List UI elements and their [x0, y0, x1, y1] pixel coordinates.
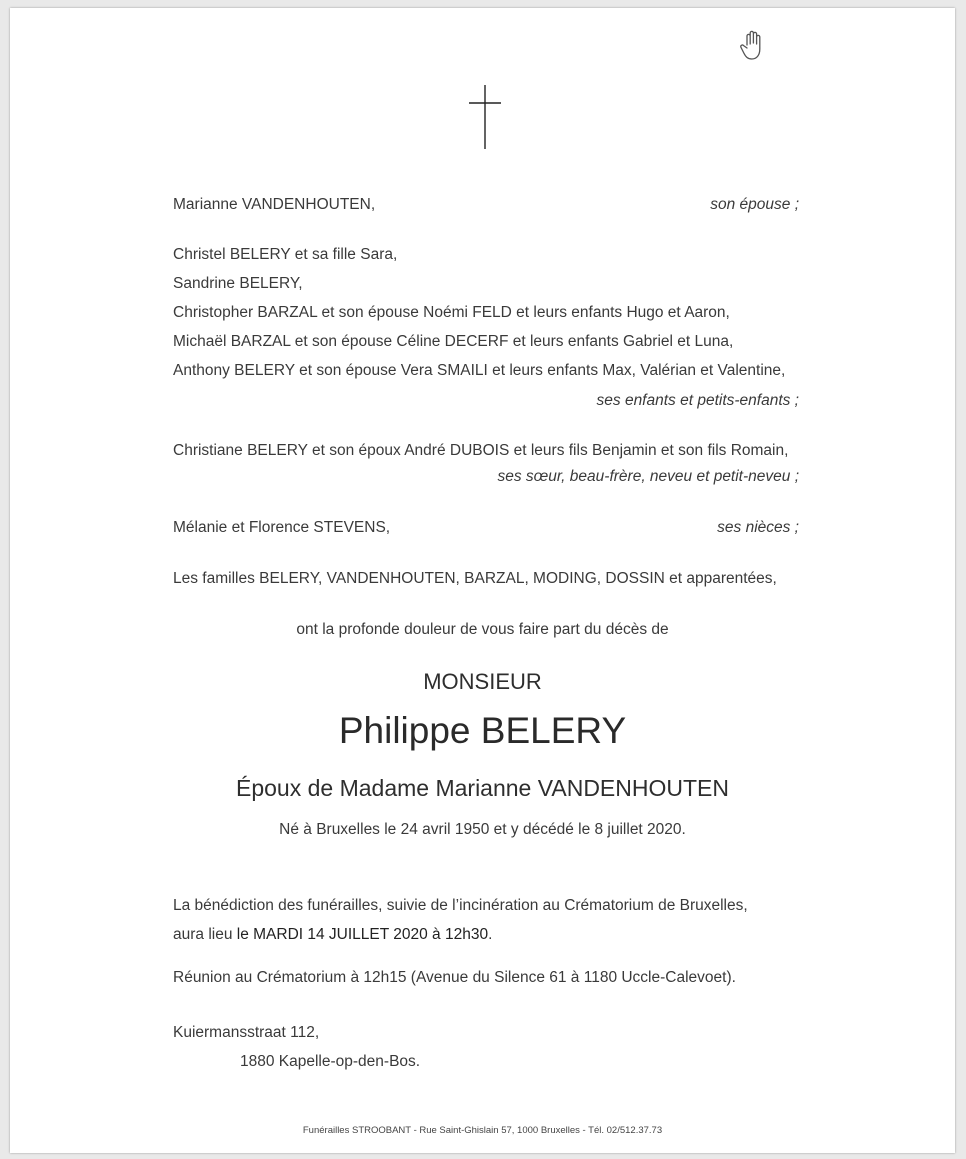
deceased-name: Philippe BELERY	[338, 710, 627, 751]
spouse-row	[173, 195, 799, 215]
ceremony-line-2	[173, 925, 799, 945]
ceremony-prefix: aura lieu	[173, 926, 237, 943]
address-line-1: Kuiermansstraat 112,	[173, 1024, 320, 1041]
families-line: Les familles BELERY, VANDENHOUTEN, BARZAL, MODING, DOSSIN et apparentées,	[173, 570, 777, 587]
cross-icon	[468, 85, 502, 149]
nieces-row	[173, 518, 799, 538]
honorific: MONSIEUR	[423, 669, 542, 694]
hand-icon	[738, 29, 768, 61]
nieces-names: Mélanie et Florence STEVENS,	[173, 519, 391, 536]
spouse-of-line: Époux de Madame Marianne VANDENHOUTEN	[236, 775, 729, 801]
sister-role: ses sœur, beau-frère, neveu et petit-neveu ;	[497, 468, 799, 485]
birth-death-line: Né à Bruxelles le 24 avril 1950 et y décédé le 8 juillet 2020.	[279, 821, 686, 838]
sister-line: Christiane BELERY et son époux André DUBOIS et leurs fils Benjamin et son fils Romain,	[173, 442, 789, 459]
child-line: Sandrine BELERY,	[173, 275, 303, 292]
spouse-role: son épouse ;	[710, 196, 799, 213]
meeting-line: Réunion au Crématorium à 12h15 (Avenue du Silence 61 à 1180 Uccle-Calevoet).	[173, 969, 736, 986]
ceremony-line-1: La bénédiction des funérailles, suivie de l’incinération au Crématorium de Bruxelles,	[173, 897, 748, 914]
child-line: Christopher BARZAL et son épouse Noémi FELD et leurs enfants Hugo et Aaron,	[173, 304, 730, 321]
spouse-name: Marianne VANDENHOUTEN,	[173, 196, 376, 213]
ceremony-date: le MARDI 14 JUILLET 2020 à 12h30	[236, 926, 489, 943]
child-line: Christel BELERY et sa fille Sara,	[173, 246, 398, 263]
death-notice-page	[10, 8, 955, 1153]
nieces-role: ses nièces ;	[717, 519, 799, 536]
ceremony-suffix: .	[488, 926, 493, 943]
address-line-2: 1880 Kapelle-op-den-Bos.	[240, 1053, 421, 1070]
footer-funeral-home: Funérailles STROOBANT - Rue Saint-Ghislain 57, 1000 Bruxelles - Tél. 02/512.37.73	[302, 1125, 663, 1136]
child-line: Anthony BELERY et son épouse Vera SMAILI et leurs enfants Max, Valérian et Valentine,	[173, 362, 786, 379]
children-role: ses enfants et petits-enfants ;	[596, 392, 799, 409]
child-line: Michaël BARZAL et son épouse Céline DECERF et leurs enfants Gabriel et Luna,	[173, 333, 734, 350]
announcement-line: ont la profonde douleur de vous faire part du décès de	[296, 621, 669, 638]
